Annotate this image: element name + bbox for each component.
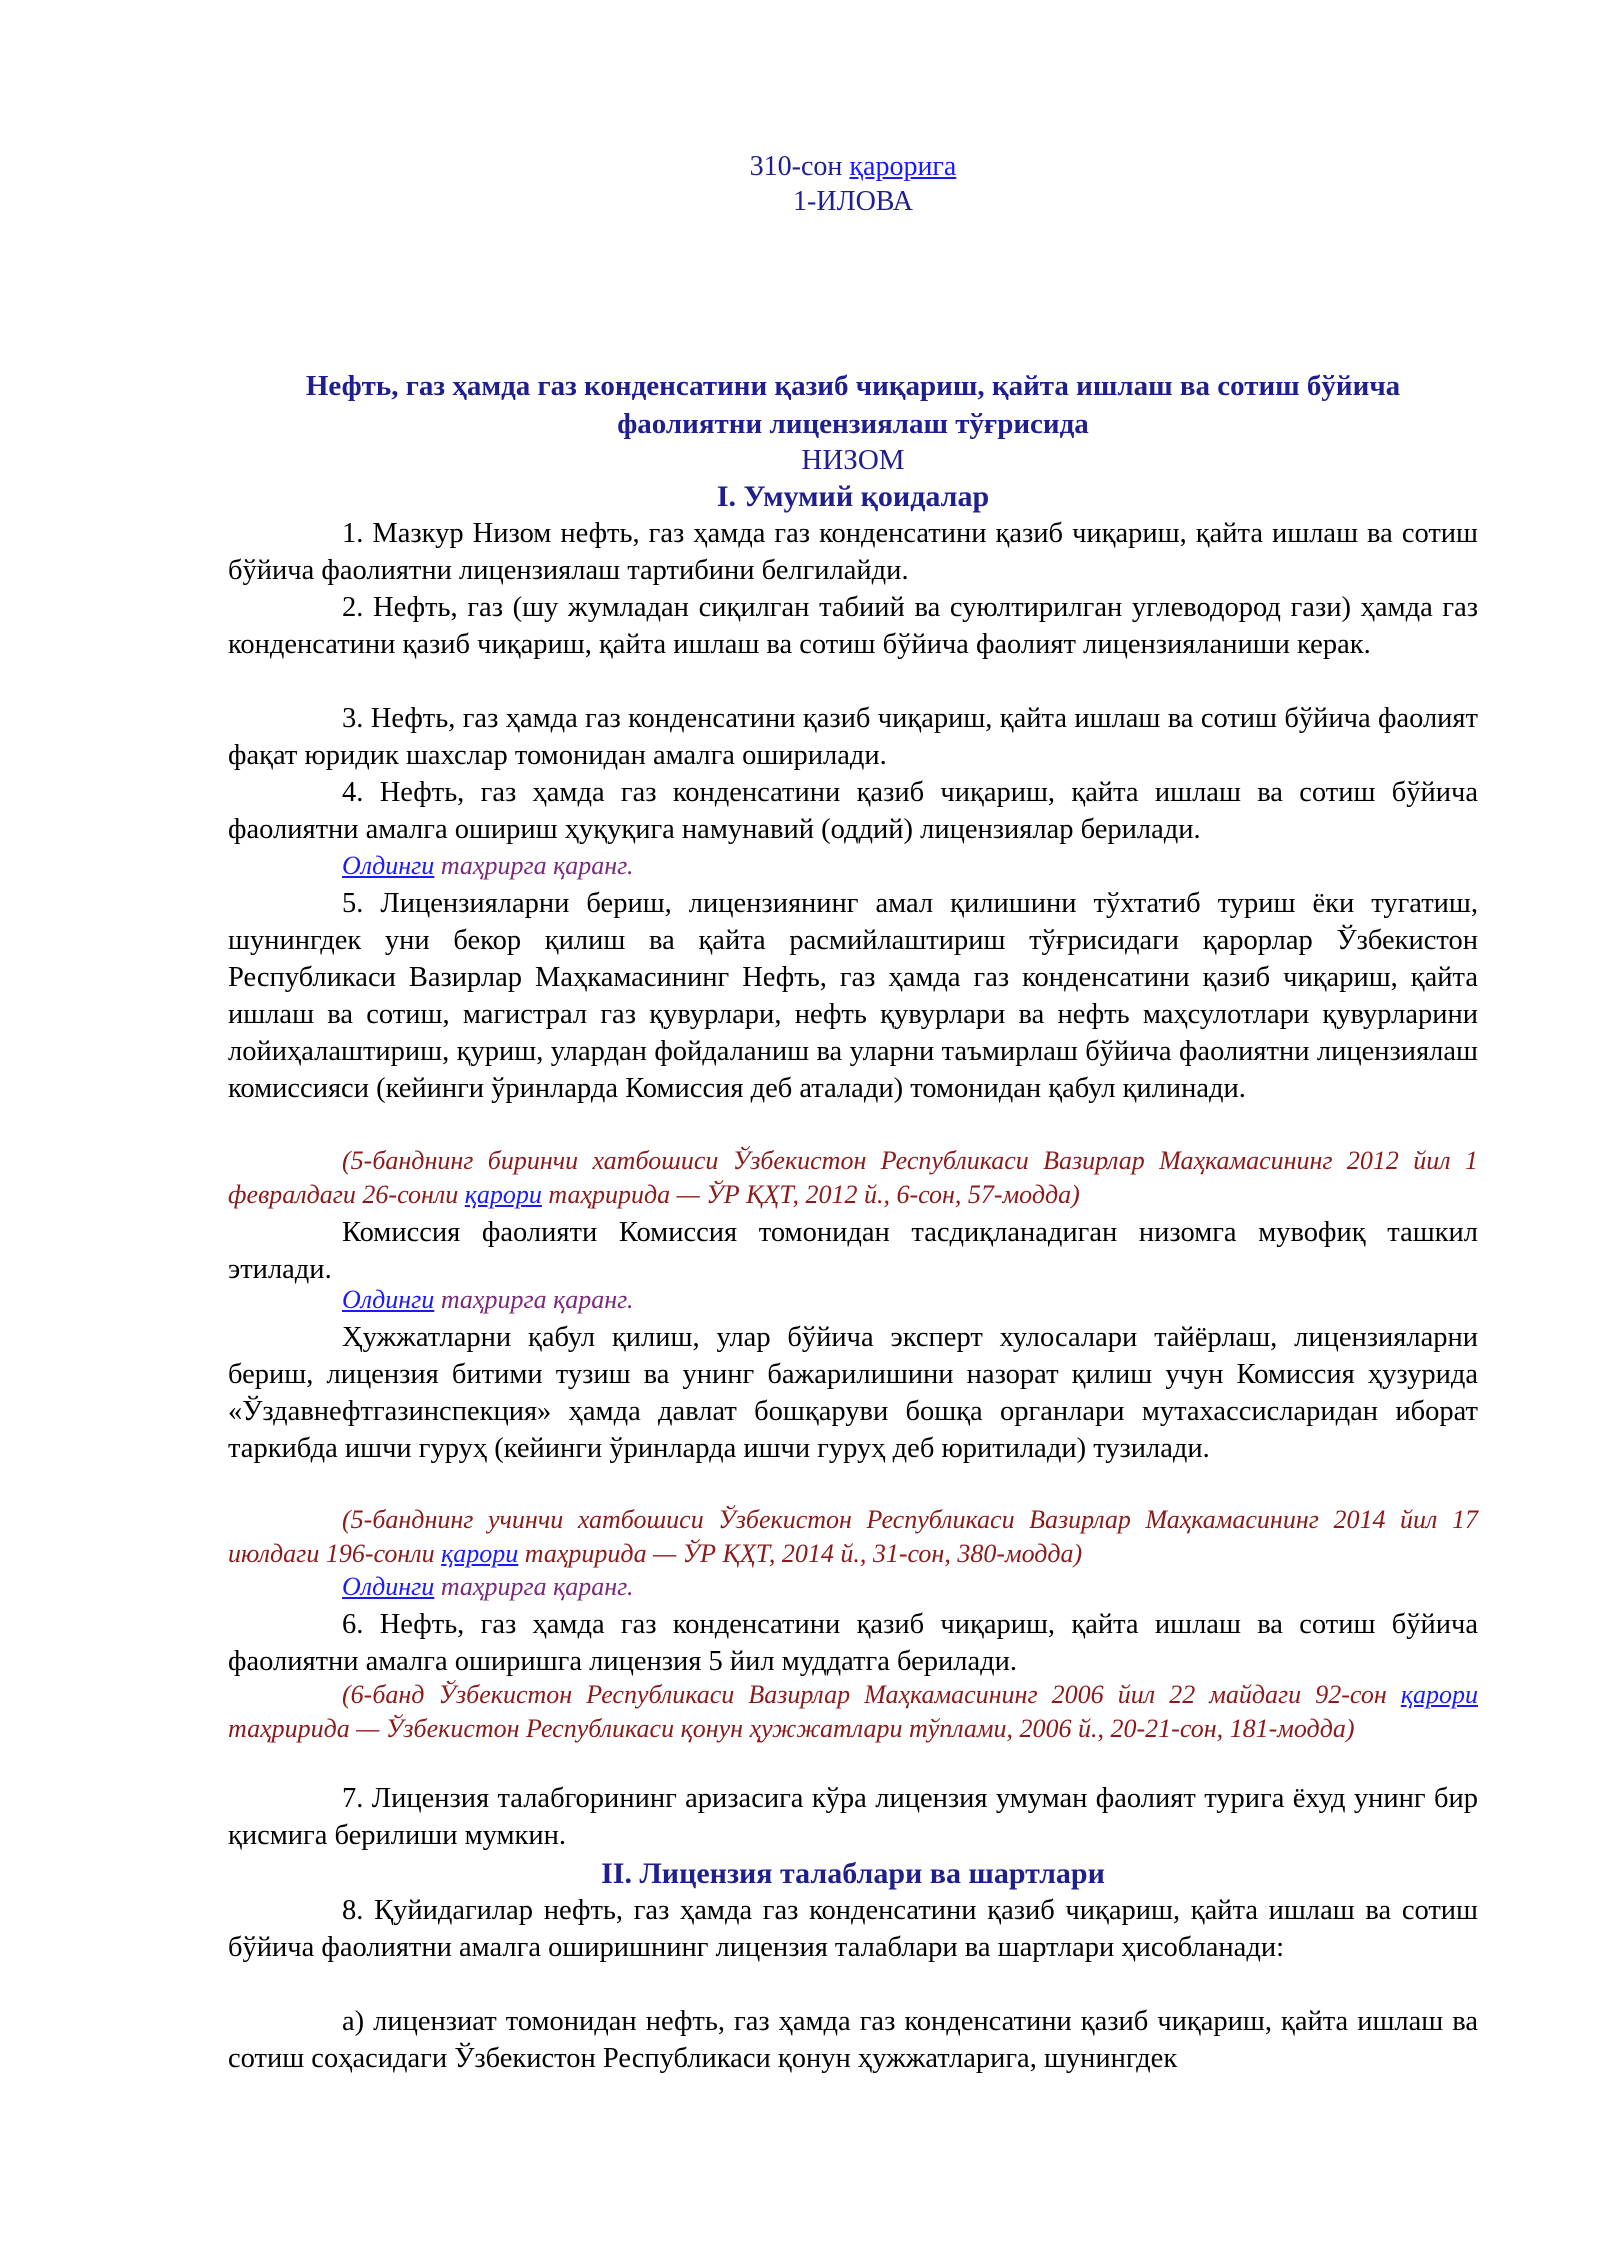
previous-edition-note xyxy=(342,849,633,883)
amendment-note-3 xyxy=(228,1678,1478,1746)
amendment-note-text: таҳририда — Ўзбекистон Республикаси қонун ҳужжатлари тўплами, 2006 й., 20-21-сон, 181-модда) xyxy=(228,1714,1355,1743)
decree-reference xyxy=(228,150,1478,184)
section-heading-2: II. Лицензия талаблари ва шартлари xyxy=(601,1857,1105,1890)
previous-edition-link[interactable]: Олдинги xyxy=(342,1572,435,1601)
amendment-note-1 xyxy=(228,1144,1478,1212)
paragraph-1: 1. Мазкур Низом нефть, газ ҳамда газ конденсатини қазиб чиқариш, қайта ишлаш ва сотиш бўйича фаолиятни лицензиялаш тартибини белгилайди. xyxy=(228,518,1478,586)
paragraph-2: 2. Нефть, газ (шу жумладан сиқилган табиий ва суюлтирилган углеводород гази) ҳамда газ конденсатини қазиб чиқариш, қайта ишлаш ва сотиш бўйича фаолият лицензияланиши керак. xyxy=(228,592,1478,660)
annex-label: 1-ИЛОВА xyxy=(793,186,913,217)
previous-edition-note xyxy=(342,1283,633,1317)
amendment-note-2 xyxy=(228,1503,1478,1571)
previous-edition-text: таҳрирга қаранг. xyxy=(434,851,634,880)
paragraph-5: 5. Лицензияларни бериш, лицензиянинг амал қилишини тўхтатиб туриш ёки тугатиш, шунингдек уни бекор қилиш ва қайта расмийлаштириш тўғрисидаги қарорлар Ўзбекистон Республикаси Вазирлар Маҳкамасининг Нефть, газ ҳамда газ конденсатини қазиб чиқариш, қайта ишлаш ва сотиш, магистрал газ қувурлари, нефть қувурлари ва нефть маҳсулотлари қувурларини лойиҳалаштириш, қуриш, улардан фойдаланиш ва уларни таъмирлаш бўйича фаолиятни лицензиялаш комиссияси (кейинги ўринларда Комиссия деб аталади) томонидан қабул қилинади. xyxy=(228,888,1478,1104)
paragraph-8: 8. Қуйидагилар нефть, газ ҳамда газ конденсатини қазиб чиқариш, қайта ишлаш ва сотиш бўйича фаолиятни амалга оширишнинг лицензия талаблари ва шартлари ҳисобланади: xyxy=(228,1895,1478,1963)
paragraph-4: 4. Нефть, газ ҳамда газ конденсатини қазиб чиқариш, қайта ишлаш ва сотиш бўйича фаолиятни амалга ошириш ҳуқуқига намунавий (оддий) лицензиялар берилади. xyxy=(228,777,1478,845)
document-title-line-1: Нефть, газ ҳамда газ конденсатини қазиб чиқариш, қайта ишлаш ва сотиш бўйича xyxy=(305,370,1401,402)
resolution-link[interactable]: қарори xyxy=(1400,1680,1478,1709)
decree-link[interactable]: қарорига xyxy=(849,151,957,182)
paragraph-5-3: Ҳужжатларни қабул қилиш, улар бўйича эксперт хулосалари тайёрлаш, лицензияларни бериш, лицензия битими тузиш ва унинг бажарилишини назорат қилиш учун Комиссия ҳузурида «Ўздавнефтгазинспекция» ҳамда давлат бошқаруви бошқа органлари мутахассисларидан иборат таркибда ишчи гуруҳ (кейинги ўринларда ишчи гуруҳ деб юритилади) тузилади. xyxy=(228,1322,1478,1464)
paragraph-7: 7. Лицензия талабгорининг аризасига кўра лицензия умуман фаолият турига ёхуд унинг бир қисмига берилиши мумкин. xyxy=(228,1783,1478,1851)
previous-edition-text: таҳрирга қаранг. xyxy=(434,1572,634,1601)
amendment-note-text: таҳририда — ЎР ҚҲТ, 2012 й., 6-сон, 57-модда) xyxy=(541,1180,1080,1209)
decree-number: 310-сон xyxy=(749,151,850,182)
previous-edition-note xyxy=(342,1570,633,1604)
previous-edition-link[interactable]: Олдинги xyxy=(342,1285,435,1314)
section-heading-1: I. Умумий қоидалар xyxy=(716,480,990,513)
previous-edition-text: таҳрирга қаранг. xyxy=(434,1285,634,1314)
amendment-note-text: (5-банднинг учинчи хатбошиси Ўзбекистон Республикаси Вазирлар Маҳкамасининг 2014 йил 17 июлдаги 196-сонли xyxy=(228,1505,1478,1568)
previous-edition-link[interactable]: Олдинги xyxy=(342,851,435,880)
resolution-link[interactable]: қарори xyxy=(441,1539,519,1568)
paragraph-6: 6. Нефть, газ ҳамда газ конденсатини қазиб чиқариш, қайта ишлаш ва сотиш бўйича фаолиятни амалга оширишга лицензия 5 йил муддатга берилади. xyxy=(228,1609,1478,1677)
document-title-line-2: фаолиятни лицензиялаш тўғрисида xyxy=(617,408,1089,440)
paragraph-3: 3. Нефть, газ ҳамда газ конденсатини қазиб чиқариш, қайта ишлаш ва сотиш бўйича фаолият фақат юридик шахслар томонидан амалга оширилади. xyxy=(228,703,1478,771)
paragraph-8-a: а) лицензиат томонидан нефть, газ ҳамда газ конденсатини қазиб чиқариш, қайта ишлаш ва сотиш соҳасидаги Ўзбекистон Республикаси қонун ҳужжатларига, шунингдек xyxy=(228,2006,1478,2074)
resolution-link[interactable]: қарори xyxy=(464,1180,542,1209)
amendment-note-text: таҳририда — ЎР ҚҲТ, 2014 й., 31-сон, 380-модда) xyxy=(518,1539,1083,1568)
amendment-note-text: (5-банднинг биринчи хатбошиси Ўзбекистон Республикаси Вазирлар Маҳкамасининг 2012 йил 1 февралдаги 26-сонли xyxy=(228,1146,1478,1209)
amendment-note-text: (6-банд Ўзбекистон Республикаси Вазирлар Маҳкамасининг 2006 йил 22 майдаги 92-сон xyxy=(342,1680,1401,1709)
document-subtitle: НИЗОМ xyxy=(801,444,905,476)
paragraph-5-2: Комиссия фаолияти Комиссия томонидан тасдиқланадиган низомга мувофиқ ташкил этилади. xyxy=(228,1217,1478,1285)
